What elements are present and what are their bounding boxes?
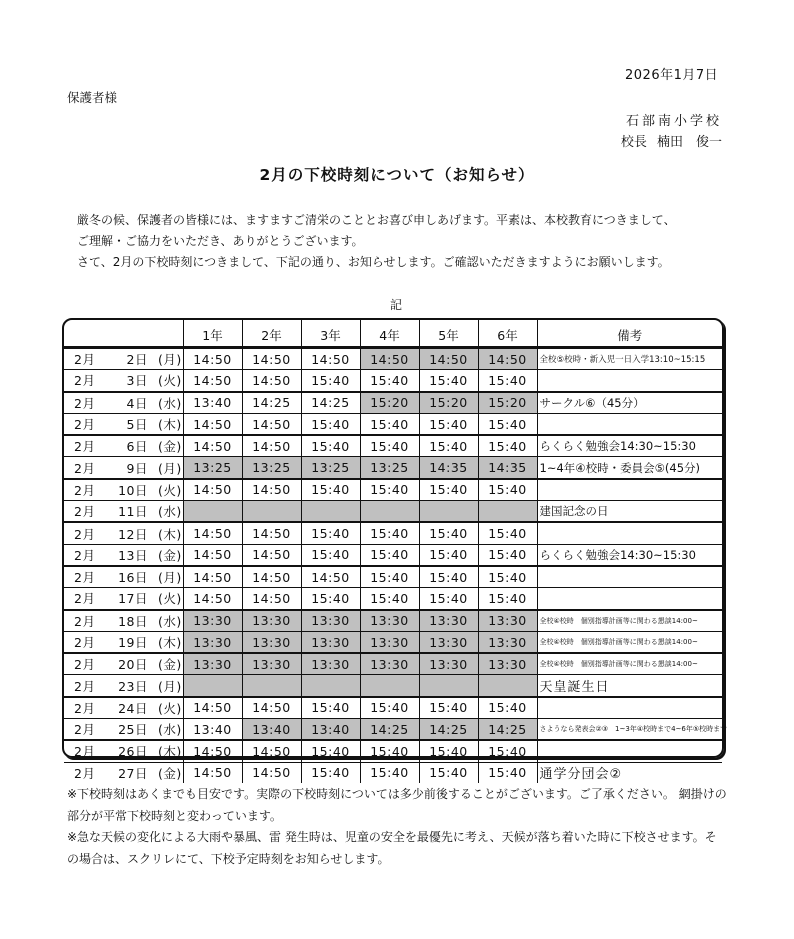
time-cell-grade-1: 14:50 xyxy=(183,348,242,370)
time-cell-grade-2: 14:50 xyxy=(242,588,301,610)
time-cell-grade-6: 15:40 xyxy=(478,435,537,457)
time-cell-grade-6: 14:25 xyxy=(478,719,537,741)
remarks-cell: さようなら発表会②③ 1~3年④校時まで4~6年⑤校時まで xyxy=(537,719,722,741)
time-cell-grade-1: 13:25 xyxy=(183,457,242,479)
month-label: 2月 xyxy=(74,613,96,629)
time-cell-grade-6: 15:20 xyxy=(478,392,537,414)
remarks-cell xyxy=(537,697,722,719)
time-cell-grade-2: 14:50 xyxy=(242,435,301,457)
weekday-label: (木) xyxy=(158,526,182,542)
day-label: 26日 xyxy=(118,744,148,760)
month-label: 2月 xyxy=(74,635,96,650)
table-row xyxy=(64,740,722,762)
time-cell-grade-4: 14:50 xyxy=(360,348,419,370)
date-cell xyxy=(64,392,183,414)
footer-note: ※下校時刻はあくまでも目安です。実際の下校時刻については多少前後することがございます。ご了承ください。 網掛けの部分が平常下校時刻と変わっています。 xyxy=(67,787,727,823)
weekday-label: (金) xyxy=(158,765,182,781)
time-cell-grade-5: 13:30 xyxy=(419,610,478,632)
remarks-cell xyxy=(537,566,722,588)
day-label: 17日 xyxy=(118,591,148,607)
table-row xyxy=(64,762,722,783)
time-cell-grade-3: 13:25 xyxy=(301,457,360,479)
time-cell-grade-5 xyxy=(419,501,478,523)
time-cell-grade-2: 14:50 xyxy=(242,762,301,783)
time-cell-grade-6: 13:30 xyxy=(478,653,537,675)
date-cell xyxy=(64,501,183,523)
time-cell-grade-2: 14:50 xyxy=(242,740,301,762)
date-cell xyxy=(64,413,183,435)
time-cell-grade-6: 13:30 xyxy=(478,610,537,632)
time-cell-grade-4: 14:25 xyxy=(360,719,419,741)
letter-date: 2026年1月7日 xyxy=(625,68,719,83)
time-cell-grade-2: 14:50 xyxy=(242,697,301,719)
time-cell-grade-6: 15:40 xyxy=(478,740,537,762)
time-cell-grade-1: 14:50 xyxy=(183,435,242,457)
time-cell-grade-3: 15:40 xyxy=(301,435,360,457)
time-cell-grade-1: 13:30 xyxy=(183,653,242,675)
month-label: 2月 xyxy=(74,570,96,586)
table-row xyxy=(64,479,722,501)
time-cell-grade-2: 14:50 xyxy=(242,522,301,544)
weekday-label: (木) xyxy=(158,417,182,433)
time-cell-grade-6: 15:40 xyxy=(478,522,537,544)
time-cell-grade-2: 14:50 xyxy=(242,348,301,370)
time-cell-grade-5: 14:25 xyxy=(419,719,478,741)
time-cell-grade-2: 14:50 xyxy=(242,479,301,501)
time-cell-grade-1: 14:50 xyxy=(183,762,242,783)
date-cell xyxy=(64,435,183,457)
day-label: 27日 xyxy=(118,765,148,781)
weekday-label: (木) xyxy=(158,635,182,650)
remarks-cell: らくらく勉強会14:30~15:30 xyxy=(537,435,722,457)
table-row xyxy=(64,675,722,697)
time-cell-grade-2: 14:50 xyxy=(242,544,301,566)
letter-body xyxy=(77,210,676,273)
month-label: 2月 xyxy=(74,417,96,433)
table-row xyxy=(64,544,722,566)
footer-note: ※急な天候の変化による大雨や暴風、雷 発生時は、児童の安全を最優先に考え、天候が落ち着いた時に下校させます。その場合は、スクリレにて、下校予定時刻をお知らせします。 xyxy=(67,830,717,866)
table-row xyxy=(64,435,722,457)
time-cell-grade-2: 13:40 xyxy=(242,719,301,741)
time-cell-grade-1: 14:50 xyxy=(183,697,242,719)
time-cell-grade-6: 15:40 xyxy=(478,566,537,588)
time-cell-grade-3: 13:30 xyxy=(301,610,360,632)
date-cell xyxy=(64,762,183,783)
time-cell-grade-4: 15:40 xyxy=(360,435,419,457)
day-label: 10日 xyxy=(118,482,148,498)
date-cell xyxy=(64,719,183,741)
time-cell-grade-4 xyxy=(360,675,419,697)
month-label: 2月 xyxy=(74,765,96,781)
weekday-label: (火) xyxy=(158,482,182,498)
school-name: 石部南小学校 xyxy=(625,114,722,129)
time-cell-grade-5: 13:30 xyxy=(419,631,478,653)
time-cell-grade-3: 13:30 xyxy=(301,653,360,675)
time-cell-grade-6: 15:40 xyxy=(478,697,537,719)
remarks-cell: 天皇誕生日 xyxy=(537,675,722,697)
table-row xyxy=(64,588,722,610)
weekday-label: (月) xyxy=(158,678,182,694)
body-paragraph: さて、2月の下校時刻につきまして、下記の通り、お知らせします。ご確認いただきますようにお願いします。 xyxy=(77,255,670,269)
time-cell-grade-1: 14:50 xyxy=(183,588,242,610)
month-label: 2月 xyxy=(74,744,96,760)
time-cell-grade-5: 13:30 xyxy=(419,653,478,675)
footer-notes xyxy=(67,784,727,870)
time-cell-grade-3: 15:40 xyxy=(301,697,360,719)
time-cell-grade-3: 14:50 xyxy=(301,348,360,370)
schedule-table xyxy=(64,320,728,783)
date-cell xyxy=(64,522,183,544)
month-label: 2月 xyxy=(74,460,96,476)
time-cell-grade-1: 14:50 xyxy=(183,413,242,435)
month-label: 2月 xyxy=(74,700,96,716)
time-cell-grade-3: 13:30 xyxy=(301,631,360,653)
time-cell-grade-4: 15:40 xyxy=(360,479,419,501)
month-label: 2月 xyxy=(74,678,96,694)
time-cell-grade-5: 15:40 xyxy=(419,566,478,588)
date-cell xyxy=(64,740,183,762)
header-grade-4: 4年 xyxy=(360,320,419,348)
weekday-label: (水) xyxy=(158,395,182,411)
weekday-label: (火) xyxy=(158,591,182,607)
weekday-label: (水) xyxy=(158,722,182,738)
time-cell-grade-6: 15:40 xyxy=(478,370,537,392)
weekday-label: (水) xyxy=(158,504,182,520)
month-label: 2月 xyxy=(74,395,96,411)
month-label: 2月 xyxy=(74,591,96,607)
time-cell-grade-5 xyxy=(419,675,478,697)
time-cell-grade-1: 14:50 xyxy=(183,522,242,544)
remarks-cell xyxy=(537,370,722,392)
table-row xyxy=(64,501,722,523)
date-cell xyxy=(64,370,183,392)
time-cell-grade-6: 15:40 xyxy=(478,544,537,566)
date-cell xyxy=(64,610,183,632)
time-cell-grade-4: 15:40 xyxy=(360,740,419,762)
time-cell-grade-5: 15:40 xyxy=(419,762,478,783)
month-label: 2月 xyxy=(74,526,96,542)
header-grade-6: 6年 xyxy=(478,320,537,348)
time-cell-grade-1 xyxy=(183,675,242,697)
weekday-label: (月) xyxy=(158,352,182,368)
remarks-cell: 1~4年④校時・委員会⑤(45分) xyxy=(537,457,722,479)
weekday-label: (金) xyxy=(158,547,182,563)
date-cell xyxy=(64,479,183,501)
time-cell-grade-3: 15:40 xyxy=(301,522,360,544)
weekday-label: (金) xyxy=(158,657,182,673)
time-cell-grade-4: 15:40 xyxy=(360,566,419,588)
time-cell-grade-1: 13:40 xyxy=(183,719,242,741)
time-cell-grade-3: 15:40 xyxy=(301,544,360,566)
time-cell-grade-2: 14:25 xyxy=(242,392,301,414)
time-cell-grade-3: 13:40 xyxy=(301,719,360,741)
time-cell-grade-1: 13:30 xyxy=(183,631,242,653)
month-label: 2月 xyxy=(74,504,96,520)
time-cell-grade-3: 15:40 xyxy=(301,370,360,392)
time-cell-grade-4: 15:20 xyxy=(360,392,419,414)
table-body xyxy=(64,348,728,783)
time-cell-grade-5: 15:40 xyxy=(419,588,478,610)
time-cell-grade-4: 13:30 xyxy=(360,610,419,632)
time-cell-grade-2: 14:50 xyxy=(242,370,301,392)
remarks-cell: 建国記念の日 xyxy=(537,501,722,523)
time-cell-grade-6: 15:40 xyxy=(478,479,537,501)
table-row xyxy=(64,653,722,675)
time-cell-grade-3: 15:40 xyxy=(301,413,360,435)
remarks-cell: 通学分団会② xyxy=(537,762,722,783)
weekday-label: (木) xyxy=(158,744,182,760)
header-grade-2: 2年 xyxy=(242,320,301,348)
date-cell xyxy=(64,348,183,370)
header-grade-1: 1年 xyxy=(183,320,242,348)
table-row xyxy=(64,522,722,544)
remarks-cell: 全校⑤校時・新入児一日入学13:10~15:15 xyxy=(537,348,722,370)
time-cell-grade-5: 15:40 xyxy=(419,435,478,457)
time-cell-grade-5: 15:40 xyxy=(419,544,478,566)
remarks-cell xyxy=(537,479,722,501)
time-cell-grade-3: 15:40 xyxy=(301,740,360,762)
body-paragraph: 厳冬の候、保護者の皆様には、ますますご清栄のこととお喜び申しあげます。平素は、本校教育につきまして、 xyxy=(77,213,676,227)
time-cell-grade-1 xyxy=(183,501,242,523)
time-cell-grade-1: 13:40 xyxy=(183,392,242,414)
weekday-label: (火) xyxy=(158,373,182,389)
remarks-cell: 全校④校時 個別指導計画等に関わる懇談14:00~ xyxy=(537,653,722,675)
time-cell-grade-6: 15:40 xyxy=(478,413,537,435)
time-cell-grade-3: 14:50 xyxy=(301,566,360,588)
day-label: 20日 xyxy=(118,657,148,673)
schedule-table-frame xyxy=(62,318,728,783)
month-label: 2月 xyxy=(74,352,96,368)
day-label: 19日 xyxy=(118,635,148,650)
time-cell-grade-6: 15:40 xyxy=(478,762,537,783)
month-label: 2月 xyxy=(74,482,96,498)
weekday-label: (火) xyxy=(158,700,182,716)
time-cell-grade-2: 14:50 xyxy=(242,413,301,435)
time-cell-grade-5: 15:40 xyxy=(419,370,478,392)
date-cell xyxy=(64,653,183,675)
time-cell-grade-1: 14:50 xyxy=(183,544,242,566)
time-cell-grade-4 xyxy=(360,501,419,523)
header-grade-5: 5年 xyxy=(419,320,478,348)
table-row xyxy=(64,392,722,414)
time-cell-grade-3: 15:40 xyxy=(301,762,360,783)
table-row xyxy=(64,697,722,719)
weekday-label: (月) xyxy=(158,570,182,586)
month-label: 2月 xyxy=(74,657,96,673)
time-cell-grade-4: 15:40 xyxy=(360,762,419,783)
day-label: 3日 xyxy=(126,373,148,389)
date-cell xyxy=(64,697,183,719)
weekday-label: (水) xyxy=(158,613,182,629)
day-label: 11日 xyxy=(118,504,148,520)
time-cell-grade-2: 13:30 xyxy=(242,653,301,675)
table-row xyxy=(64,566,722,588)
day-label: 6日 xyxy=(126,439,148,455)
time-cell-grade-2: 13:25 xyxy=(242,457,301,479)
time-cell-grade-1: 14:50 xyxy=(183,479,242,501)
time-cell-grade-2: 13:30 xyxy=(242,610,301,632)
table-row xyxy=(64,457,722,479)
day-label: 16日 xyxy=(118,570,148,586)
day-label: 13日 xyxy=(118,547,148,563)
remarks-cell xyxy=(537,413,722,435)
time-cell-grade-5: 14:35 xyxy=(419,457,478,479)
remarks-cell xyxy=(537,588,722,610)
remarks-cell: 全校④校時 個別指導計画等に関わる懇談14:00~ xyxy=(537,610,722,632)
month-label: 2月 xyxy=(74,439,96,455)
date-cell xyxy=(64,588,183,610)
day-label: 25日 xyxy=(118,722,148,738)
month-label: 2月 xyxy=(74,547,96,563)
time-cell-grade-5: 15:40 xyxy=(419,413,478,435)
time-cell-grade-1: 14:50 xyxy=(183,740,242,762)
time-cell-grade-5: 15:40 xyxy=(419,740,478,762)
time-cell-grade-6: 13:30 xyxy=(478,631,537,653)
time-cell-grade-2 xyxy=(242,501,301,523)
time-cell-grade-5: 15:40 xyxy=(419,522,478,544)
header-remarks: 備考 xyxy=(537,320,722,348)
date-cell xyxy=(64,631,183,653)
table-row xyxy=(64,370,722,392)
day-label: 2日 xyxy=(126,352,148,368)
remarks-cell: サークル⑥（45分） xyxy=(537,392,722,414)
table-row xyxy=(64,413,722,435)
time-cell-grade-4: 13:30 xyxy=(360,631,419,653)
remarks-cell xyxy=(537,740,722,762)
time-cell-grade-2: 14:50 xyxy=(242,566,301,588)
header-grade-3: 3年 xyxy=(301,320,360,348)
time-cell-grade-4: 13:25 xyxy=(360,457,419,479)
time-cell-grade-1: 14:50 xyxy=(183,566,242,588)
time-cell-grade-5: 15:40 xyxy=(419,697,478,719)
time-cell-grade-4: 13:30 xyxy=(360,653,419,675)
time-cell-grade-2 xyxy=(242,675,301,697)
table-row xyxy=(64,631,722,653)
time-cell-grade-2: 13:30 xyxy=(242,631,301,653)
time-cell-grade-4: 15:40 xyxy=(360,697,419,719)
time-cell-grade-6: 14:35 xyxy=(478,457,537,479)
addressee: 保護者様 xyxy=(67,90,118,105)
time-cell-grade-5: 15:40 xyxy=(419,479,478,501)
remarks-cell: らくらく勉強会14:30~15:30 xyxy=(537,544,722,566)
day-label: 9日 xyxy=(126,460,148,476)
time-cell-grade-6: 14:50 xyxy=(478,348,537,370)
day-label: 23日 xyxy=(118,678,148,694)
weekday-label: (月) xyxy=(158,460,182,476)
table-row xyxy=(64,348,722,370)
day-label: 5日 xyxy=(126,417,148,433)
date-cell xyxy=(64,566,183,588)
remarks-cell: 全校④校時 個別指導計画等に関わる懇談14:00~ xyxy=(537,631,722,653)
remarks-cell xyxy=(537,522,722,544)
time-cell-grade-3: 15:40 xyxy=(301,479,360,501)
page-title: 2月の下校時刻について（お知らせ） xyxy=(259,166,535,184)
time-cell-grade-4: 15:40 xyxy=(360,522,419,544)
time-cell-grade-6 xyxy=(478,501,537,523)
time-cell-grade-5: 15:20 xyxy=(419,392,478,414)
day-label: 4日 xyxy=(126,395,148,411)
date-cell xyxy=(64,675,183,697)
time-cell-grade-4: 15:40 xyxy=(360,588,419,610)
principal-name: 校長 楠田 俊一 xyxy=(620,135,722,150)
time-cell-grade-3 xyxy=(301,675,360,697)
table-row xyxy=(64,610,722,632)
time-cell-grade-3: 15:40 xyxy=(301,588,360,610)
time-cell-grade-6: 15:40 xyxy=(478,588,537,610)
weekday-label: (金) xyxy=(158,439,182,455)
day-label: 18日 xyxy=(118,613,148,629)
month-label: 2月 xyxy=(74,722,96,738)
month-label: 2月 xyxy=(74,373,96,389)
table-header-row xyxy=(64,320,722,348)
time-cell-grade-5: 14:50 xyxy=(419,348,478,370)
table-row xyxy=(64,719,722,741)
date-cell xyxy=(64,457,183,479)
time-cell-grade-1: 14:50 xyxy=(183,370,242,392)
time-cell-grade-4: 15:40 xyxy=(360,544,419,566)
day-label: 12日 xyxy=(118,526,148,542)
ki-heading: 記 xyxy=(390,298,403,312)
date-cell xyxy=(64,544,183,566)
day-label: 24日 xyxy=(118,700,148,716)
time-cell-grade-3 xyxy=(301,501,360,523)
body-paragraph: ご理解・ご協力をいただき、ありがとうございます。 xyxy=(77,234,364,248)
time-cell-grade-4: 15:40 xyxy=(360,413,419,435)
time-cell-grade-1: 13:30 xyxy=(183,610,242,632)
time-cell-grade-4: 15:40 xyxy=(360,370,419,392)
time-cell-grade-3: 14:25 xyxy=(301,392,360,414)
time-cell-grade-6 xyxy=(478,675,537,697)
header-date xyxy=(64,320,183,348)
